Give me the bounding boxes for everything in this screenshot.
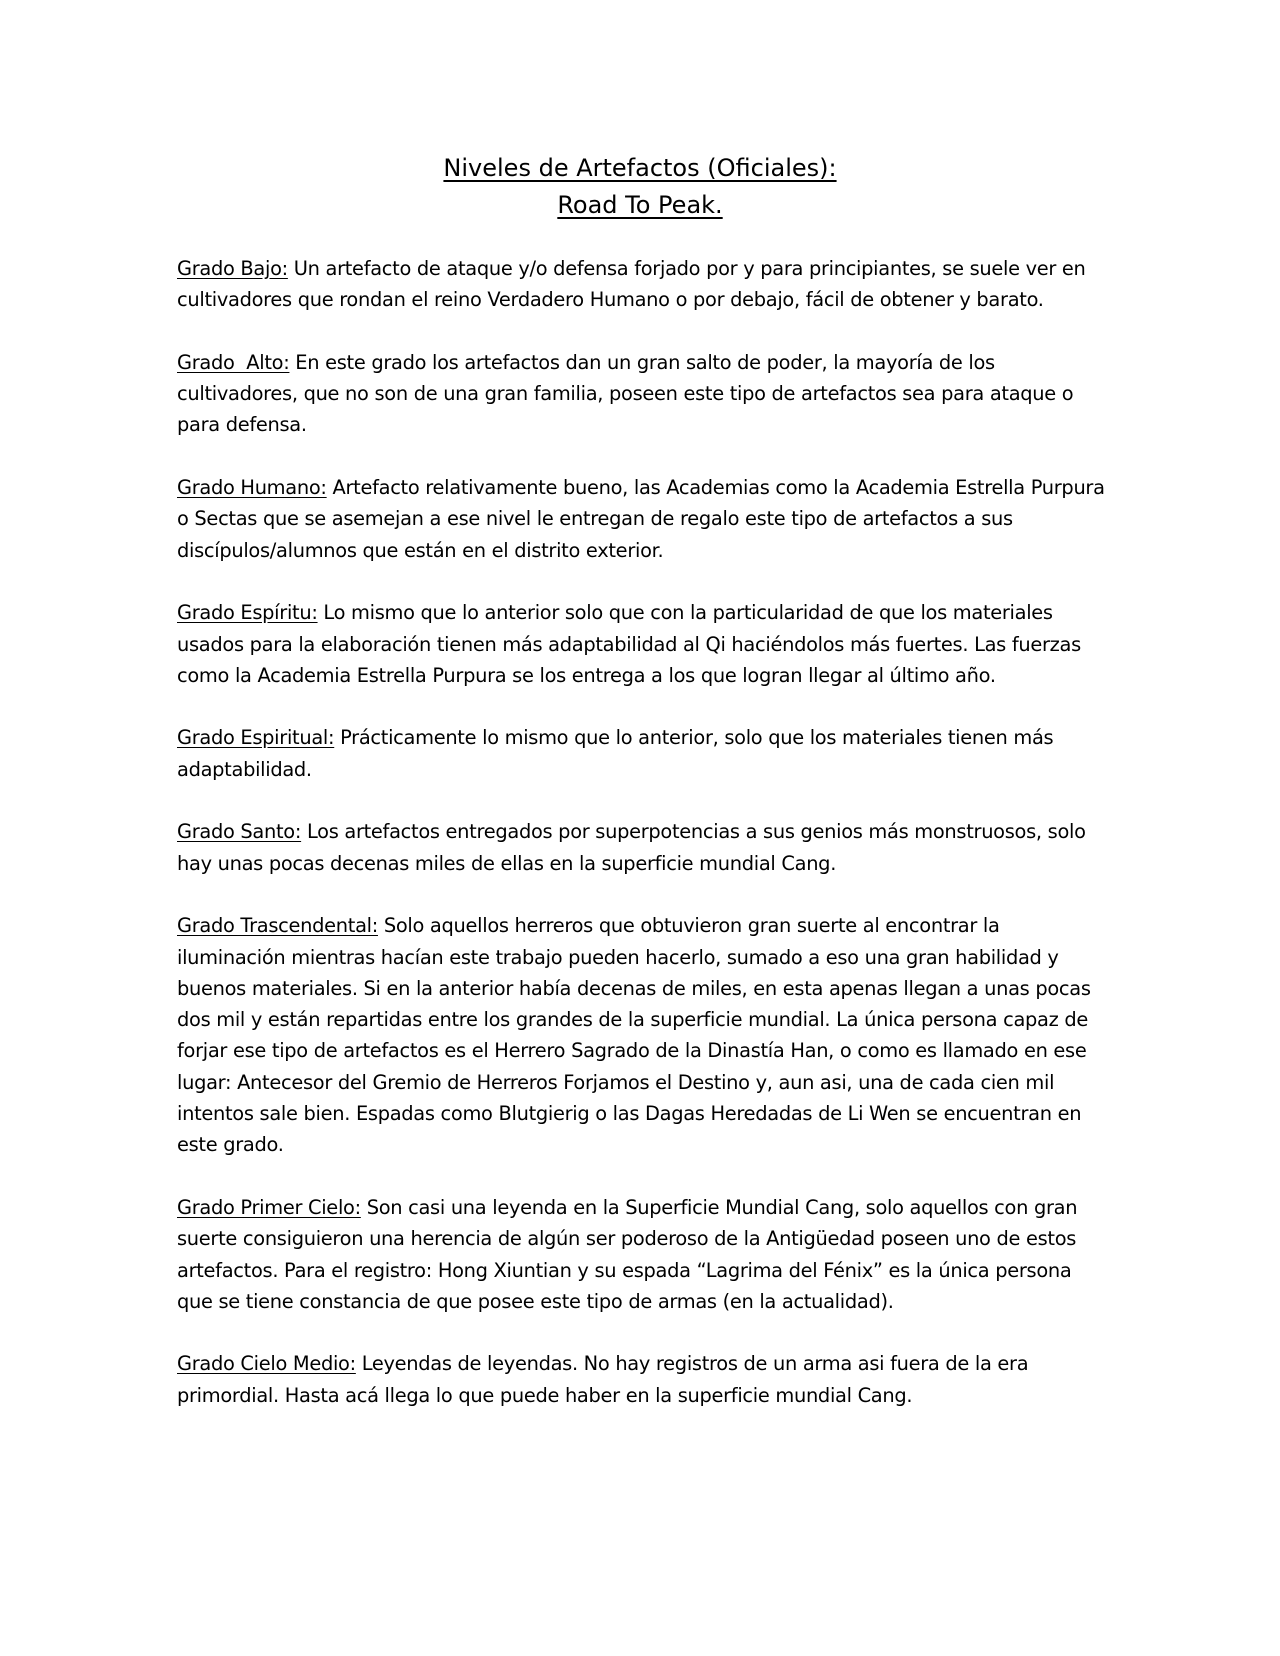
document-title	[0, 150, 1280, 224]
entry-text: Un artefacto de ataque y/o defensa forjado por y para principiantes, se suele ver en cultivadores que rondan el reino Verdadero Humano o por debajo, fácil de obtener y barato.	[177, 257, 1086, 312]
entry-grado-santo	[177, 816, 1107, 879]
entry-text: Artefacto relativamente bueno, las Academias como la Academia Estrella Purpura o Sectas que se asemejan a ese nivel le entregan de regalo este tipo de artefactos a sus discípulos/alumnos que están en el distrito exterior.	[177, 476, 1105, 562]
entry-text: Leyendas de leyendas. No hay registros de un arma asi fuera de la era primordial. Hasta acá llega lo que puede haber en la superficie mundial Cang.	[177, 1352, 1029, 1407]
entry-grado-espiritu	[177, 597, 1107, 691]
entry-text: Son casi una leyenda en la Superficie Mundial Cang, solo aquellos con gran suerte consiguieron una herencia de algún ser poderoso de la Antigüedad poseen uno de estos artefactos. Para el registro: Hong Xiuntian y su espada “Lagrima del Fénix” es la única persona que se tiene constancia de que posee este tipo de armas (en la actualidad).	[177, 1195, 1078, 1313]
entry-label: Grado Espíritu:	[177, 601, 318, 625]
entry-label: Grado Espiritual:	[177, 726, 335, 750]
entry-label: Grado Santo:	[177, 820, 302, 844]
entry-label: Grado Humano:	[177, 476, 327, 500]
entry-label: Grado Primer Cielo:	[177, 1195, 361, 1219]
entry-label: Grado Bajo:	[177, 257, 288, 280]
entry-grado-espiritual	[177, 722, 1107, 785]
entry-grado-cielo-medio	[177, 1348, 1107, 1411]
entry-grado-trascendental	[177, 910, 1107, 1160]
entry-label: Grado Alto:	[177, 350, 290, 374]
entry-grado-primer-cielo	[177, 1192, 1107, 1317]
entry-label: Grado Trascendental:	[177, 914, 378, 938]
entry-text: En este grado los artefactos dan un gran salto de poder, la mayoría de los cultivadores, que no son de una gran familia, poseen este tipo de artefactos sea para ataque o para defensa.	[177, 350, 1074, 437]
entry-label: Grado Cielo Medio:	[177, 1352, 356, 1376]
entry-text: Lo mismo que lo anterior solo que con la particularidad de que los materiales usados para la elaboración tienen más adaptabilidad al Qi haciéndolos más fuertes. Las fuerzas como la Academia Estrella Purpura se los entrega a los que logran llegar al último año.	[177, 601, 1081, 687]
entry-text: Solo aquellos herreros que obtuvieron gran suerte al encontrar la iluminación mientras hacían este trabajo pueden hacerlo, sumado a eso una gran habilidad y buenos materiales. Si en la anterior había decenas de miles, en esta apenas llegan a unas pocas dos mil y están repartidas entre los grandes de la superficie mundial. La única persona capaz de forjar ese tipo de artefactos es el Herrero Sagrado de la Dinastía Han, o como es llamado en ese lugar: Antecesor del Gremio de Herreros Forjamos el Destino y, aun asi, una de cada cien mil intentos sale bien. Espadas como Blutgierig o las Dagas Heredadas de Li Wen se encuentran en este grado.	[177, 914, 1091, 1157]
entry-text: Los artefactos entregados por superpotencias a sus genios más monstruosos, solo hay unas pocas decenas miles de ellas en la superficie mundial Cang.	[177, 820, 1086, 875]
entry-text: Prácticamente lo mismo que lo anterior, solo que los materiales tienen más adaptabilidad.	[177, 726, 1054, 781]
entry-grado-humano	[177, 472, 1107, 566]
entry-grado-bajo	[177, 253, 1107, 316]
title-line-2: Road To Peak.	[557, 191, 723, 219]
entry-grado-alto	[177, 347, 1107, 441]
document-body	[177, 253, 1107, 1442]
title-line-1: Niveles de Artefactos (Oficiales):	[443, 154, 837, 182]
